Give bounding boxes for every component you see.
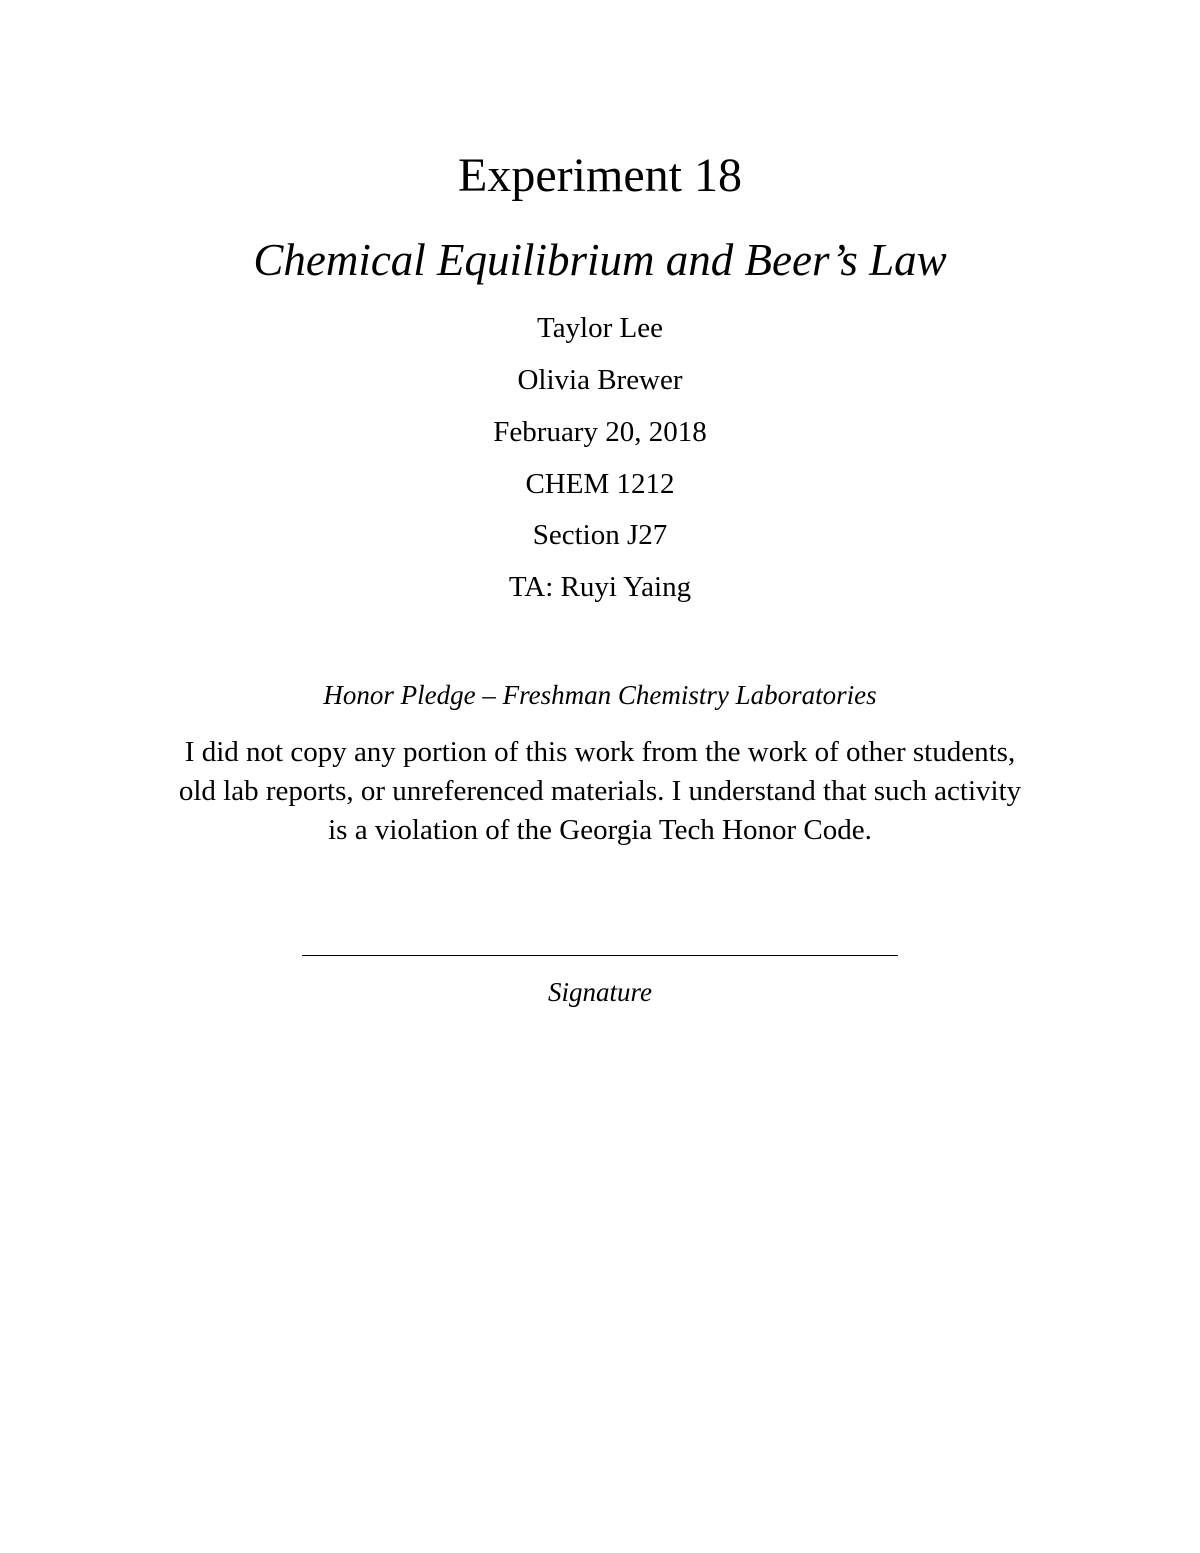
experiment-subtitle: Chemical Equilibrium and Beer’s Law <box>253 235 947 285</box>
signature-line <box>302 955 898 956</box>
course-code: CHEM 1212 <box>525 468 675 500</box>
report-date: February 20, 2018 <box>493 416 707 448</box>
honor-pledge-line: old lab reports, or unreferenced materials. I understand that such activity <box>178 775 1022 807</box>
teaching-assistant: TA: Ruyi Yaing <box>508 571 692 603</box>
honor-pledge-line: is a violation of the Georgia Tech Honor Code. <box>328 814 872 846</box>
experiment-title: Experiment 18 <box>458 149 742 202</box>
honor-pledge-line: I did not copy any portion of this work from the work of other students, <box>184 736 1016 768</box>
author-name: Taylor Lee <box>537 312 663 344</box>
signature-label: Signature <box>548 977 652 1007</box>
honor-pledge-text <box>100 733 1100 850</box>
honor-pledge-heading: Honor Pledge – Freshman Chemistry Laboratories <box>323 680 877 710</box>
section-number: Section J27 <box>532 519 668 551</box>
author-name: Olivia Brewer <box>517 364 683 396</box>
